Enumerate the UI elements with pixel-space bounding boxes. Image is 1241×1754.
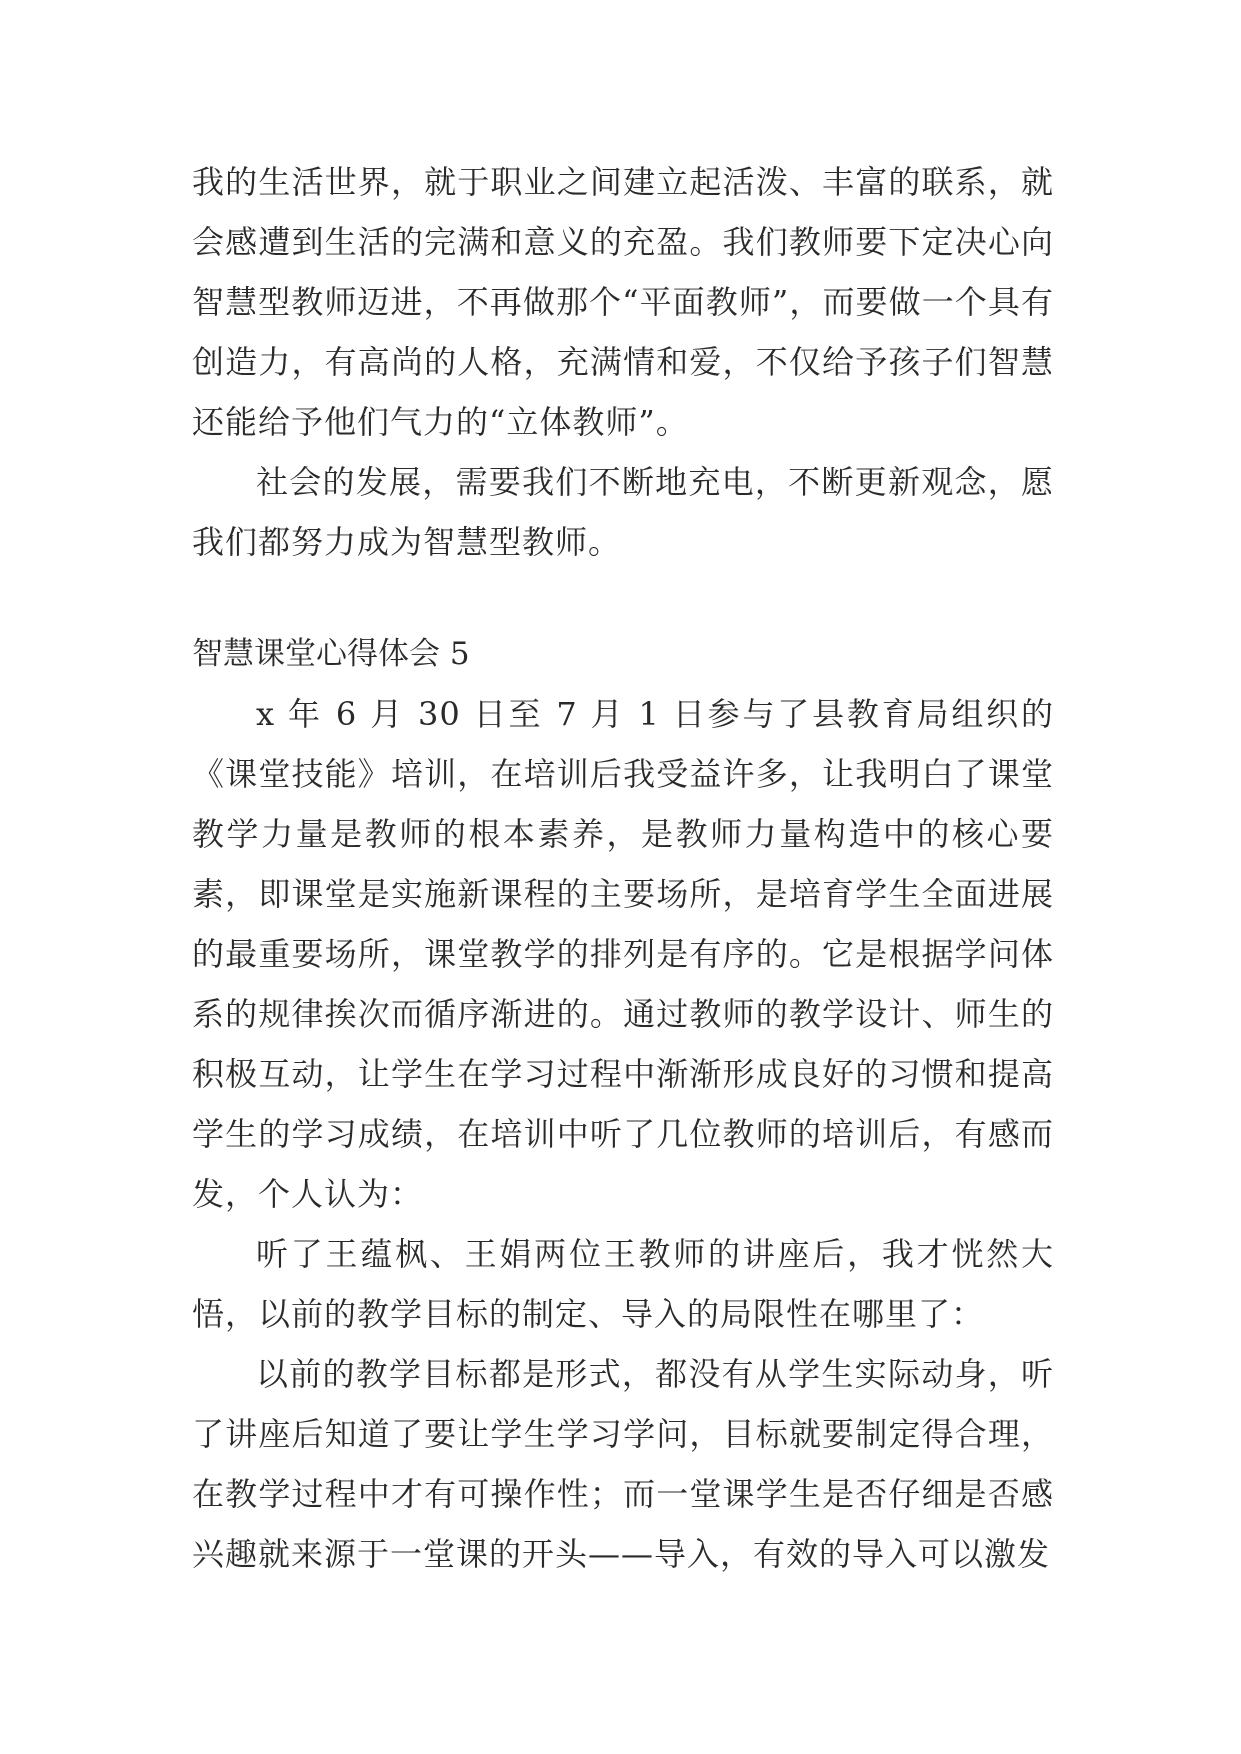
section-heading: 智慧课堂心得体会 5 bbox=[192, 636, 470, 672]
paragraph-3: x 年 6 月 30 日至 7 月 1 日参与了县教育局组织的《课堂技能》培训，在培训后我受益许多，让我明白了课堂教学力量是教师的根本素养，是教师力量构造中的核心要素，即课堂是实施新课程的主要场所，是培育学生全面进展的最重要场所，课堂教学的排列是有序的。它是根据学问体系的规律挨次而循序渐进的。通过教师的教学设计、师生的积极互动，让学生在学习过程中渐渐形成良好的习惯和提高学生的学习成绩，在培训中听了几位教师的培训后，有感而发，个人认为： bbox=[192, 695, 1054, 1213]
paragraph-4: 听了王蕴枫、王娟两位王教师的讲座后，我才恍然大悟，以前的教学目标的制定、导入的局限性在哪里了： bbox=[192, 1235, 1054, 1333]
paragraph-5: 以前的教学目标都是形式，都没有从学生实际动身，听了讲座后知道了要让学生学习学问，目标就要制定得合理，在教学过程中才有可操作性；而一堂课学生是否仔细是否感兴趣就来源于一堂课的开头——导入，有效的导入可以激发 bbox=[192, 1355, 1054, 1573]
document-body bbox=[192, 152, 1054, 1584]
paragraph-1: 我的生活世界，就于职业之间建立起活泼、丰富的联系，就会感遭到生活的完满和意义的充盈。我们教师要下定决心向智慧型教师迈进，不再做那个“平面教师”，而要做一个具有创造力，有高尚的人格，充满情和爱，不仅给予孩子们智慧还能给予他们气力的“立体教师”。 bbox=[192, 163, 1054, 441]
paragraph-2: 社会的发展，需要我们不断地充电，不断更新观念，愿我们都努力成为智慧型教师。 bbox=[192, 463, 1054, 561]
